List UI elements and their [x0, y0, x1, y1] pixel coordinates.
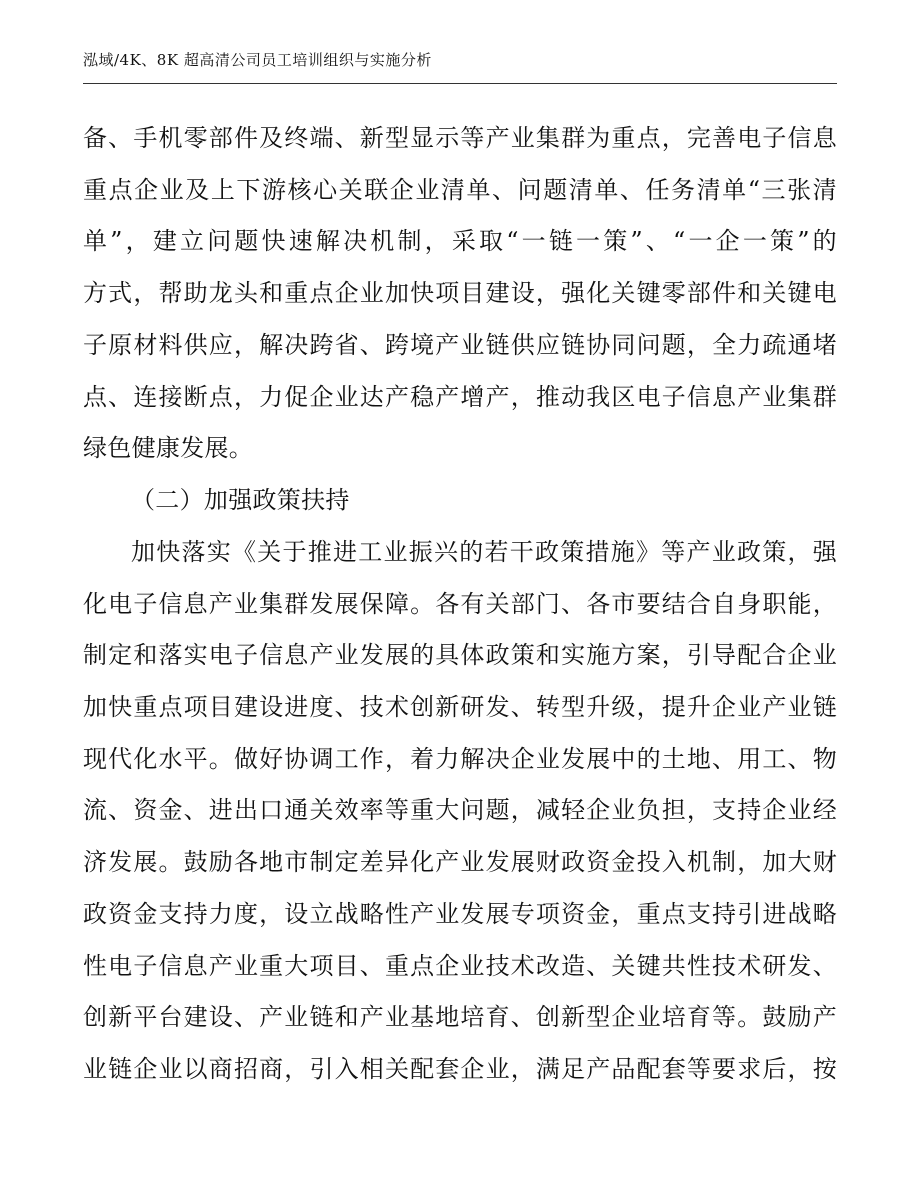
paragraph-line: 备、手机零部件及终端、新型显示等产业集群为重点，完善电子信息	[83, 124, 837, 152]
section-heading: （二）加强政策扶持	[131, 486, 350, 514]
paragraph-line: 方式，帮助龙头和重点企业加快项目建设，强化关键零部件和关键电	[83, 279, 837, 307]
paragraph-line: 加快落实《关于推进工业振兴的若干政策措施》等产业政策，强	[131, 538, 837, 566]
paragraph-line: 单”，建立问题快速解决机制，采取“一链一策”、“一企一策”的	[83, 227, 837, 255]
paragraph-line: 绿色健康发展。	[83, 434, 254, 462]
paragraph-line: 重点企业及上下游核心关联企业清单、问题清单、任务清单“三张清	[83, 176, 837, 204]
paragraph-line: 业链企业以商招商，引入相关配套企业，满足产品配套等要求后，按	[83, 1055, 837, 1083]
paragraph-line: 制定和落实电子信息产业发展的具体政策和实施方案，引导配合企业	[83, 641, 837, 669]
paragraph-line: 性电子信息产业重大项目、重点企业技术改造、关键共性技术研发、	[83, 952, 837, 980]
paragraph-line: 点、连接断点，力促企业达产稳产增产，推动我区电子信息产业集群	[83, 383, 837, 411]
paragraph-line: 化电子信息产业集群发展保障。各有关部门、各市要结合自身职能，	[83, 590, 837, 618]
header-divider	[83, 83, 837, 84]
paragraph-line: 创新平台建设、产业链和产业基地培育、创新型企业培育等。鼓励产	[83, 1003, 837, 1031]
paragraph-line: 子原材料供应，解决跨省、跨境产业链供应链协同问题，全力疏通堵	[83, 331, 837, 359]
paragraph-line: 现代化水平。做好协调工作，着力解决企业发展中的土地、用工、物	[83, 745, 837, 773]
paragraph-line: 加快重点项目建设进度、技术创新研发、转型升级，提升企业产业链	[83, 693, 837, 721]
running-header: 泓域/4K、8K 超高清公司员工培训组织与实施分析	[83, 51, 432, 69]
paragraph-line: 济发展。鼓励各地市制定差异化产业发展财政资金投入机制，加大财	[83, 848, 837, 876]
paragraph-line: 政资金支持力度，设立战略性产业发展专项资金，重点支持引进战略	[83, 900, 837, 928]
paragraph-line: 流、资金、进出口通关效率等重大问题，减轻企业负担，支持企业经	[83, 796, 837, 824]
